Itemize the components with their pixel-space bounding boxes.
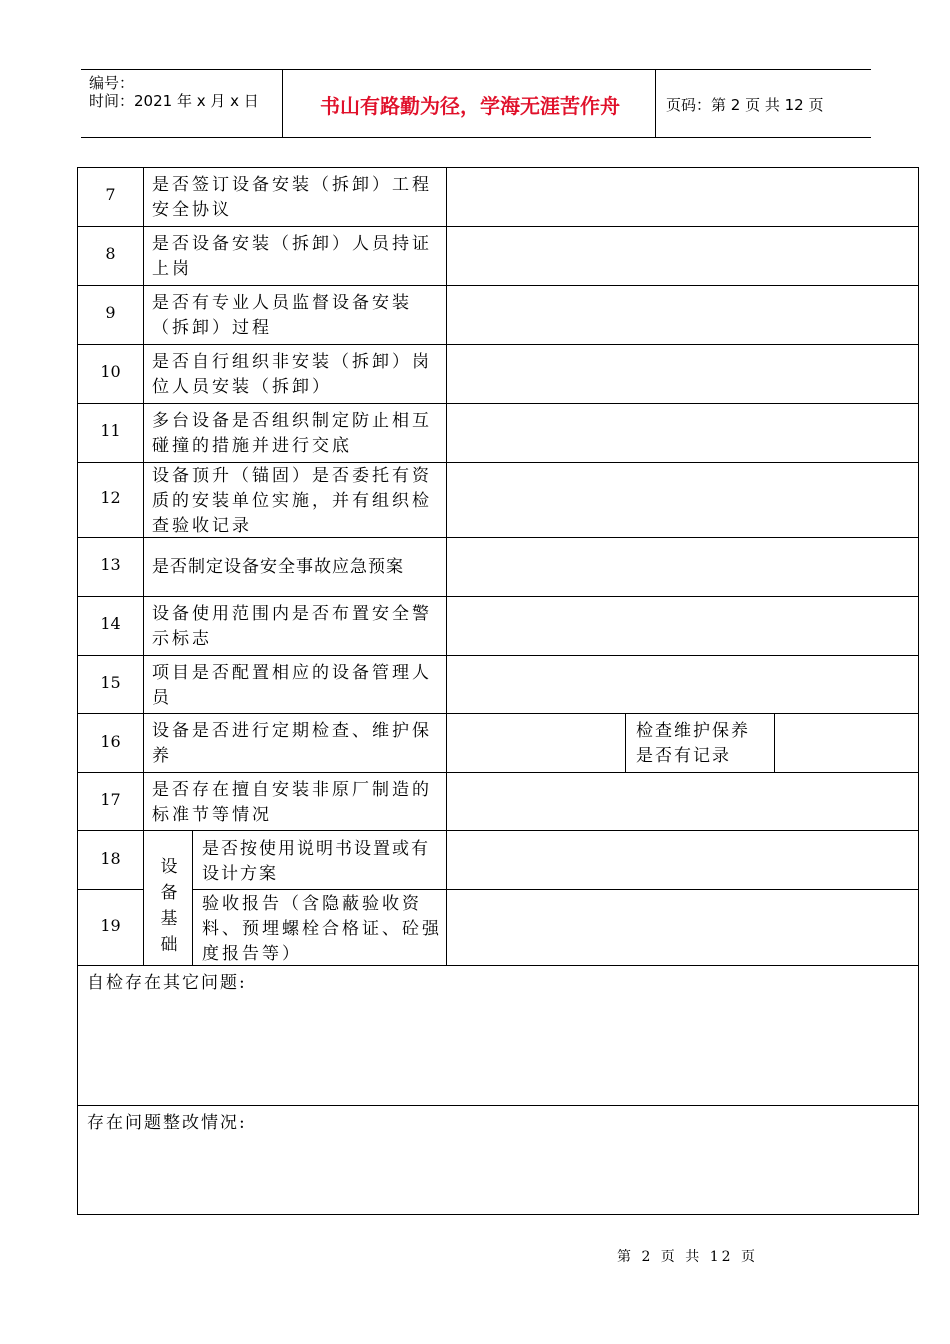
rectify-label: 存在问题整改情况: — [87, 1113, 247, 1133]
row-question: 设备顶升（锚固）是否委托有资质的安装单位实施，并有组织检查验收记录 — [152, 466, 432, 536]
row-number: 14 — [100, 614, 121, 633]
row-number: 9 — [105, 303, 116, 322]
row-question: 是否签订设备安装（拆卸）工程安全协议 — [152, 175, 432, 220]
row-number: 19 — [100, 916, 121, 935]
row-number: 15 — [100, 673, 121, 692]
row-question: 是否自行组织非安装（拆卸）岗位人员安装（拆卸） — [152, 352, 432, 397]
code-label: 编号： — [89, 74, 135, 92]
header-divider — [282, 70, 283, 137]
row-number: 18 — [100, 849, 121, 868]
other-issues-label: 自检存在其它问题: — [87, 973, 247, 993]
row-question: 设备使用范围内是否布置安全警示标志 — [152, 604, 432, 649]
inspection-table — [77, 167, 919, 1215]
page-footer: 第 2 页 共 12 页 — [617, 1249, 758, 1265]
row-number: 8 — [105, 244, 116, 263]
row-number: 10 — [100, 362, 121, 381]
row-question: 是否设备安装（拆卸）人员持证上岗 — [152, 234, 432, 279]
page-header — [81, 69, 871, 138]
header-motto: 书山有路勤为径，学海无涯苦作舟 — [320, 94, 620, 118]
row-question: 是否制定设备安全事故应急预案 — [152, 557, 404, 577]
row-question: 是否存在擅自安装非原厂制造的标准节等情况 — [152, 780, 432, 825]
header-meta — [89, 74, 259, 110]
row-question: 是否有专业人员监督设备安装（拆卸）过程 — [152, 293, 412, 338]
foundation-label: 设备基础 — [160, 857, 178, 955]
row-number: 16 — [100, 732, 121, 751]
row-number: 12 — [100, 488, 121, 507]
row16-extra-label: 检查维护保养是否有记录 — [636, 721, 750, 766]
header-divider — [655, 70, 656, 137]
row-question: 是否按使用说明书设置或有设计方案 — [202, 839, 430, 884]
row-question: 项目是否配置相应的设备管理人员 — [152, 663, 432, 708]
row-number: 11 — [100, 421, 121, 440]
header-page-info: 页码：第 2 页 共 12 页 — [666, 96, 824, 114]
row-number: 7 — [105, 185, 116, 204]
row-question: 验收报告（含隐蔽验收资料、预埋螺栓合格证、砼强度报告等） — [202, 894, 442, 964]
time-label: 时间：2021 年 x 月 x 日 — [89, 92, 259, 110]
row-question: 多台设备是否组织制定防止相互碰撞的措施并进行交底 — [152, 411, 432, 456]
row-question: 设备是否进行定期检查、维护保养 — [152, 721, 432, 766]
row-number: 17 — [100, 790, 121, 809]
row-number: 13 — [100, 555, 121, 574]
